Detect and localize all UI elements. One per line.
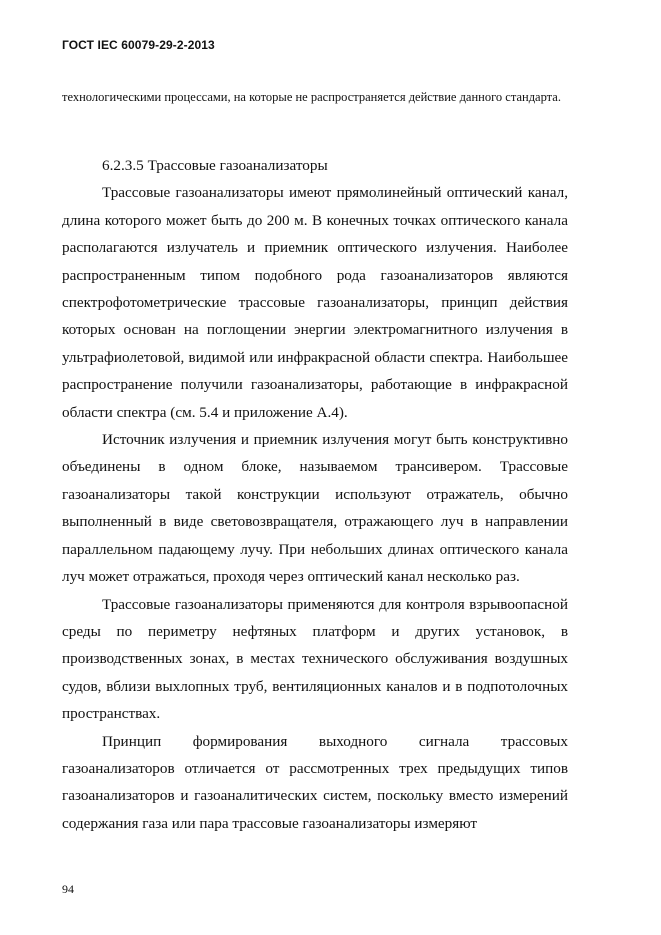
section-heading: 6.2.3.5 Трассовые газоанализаторы [102, 157, 328, 174]
intro-paragraph: технологическими процессами, на которые не распространяется действие данного стандарта. [62, 90, 561, 104]
paragraph-4: Принцип формирования выходного сигнала трассовых газоанализаторов отличается от рассмотренных трех предыдущих типов газоанализаторов и газоаналитических систем, поскольку вместо измерений содержания газа или пара трассовые газоанализаторы измеряют [62, 732, 568, 832]
document-header: ГОСТ IEC 60079-29-2-2013 [62, 38, 215, 52]
paragraph-2: Источник излучения и приемник излучения могут быть конструктивно объединены в одном блоке, называемом трансивером. Трассовые газоанализаторы такой конструкции используют отражатель, обычно выполненный в виде световозвращателя, отражающего луч в направлении параллельном падающему лучу. При небольших длинах оптического канала луч может отражаться, проходя через оптический канал несколько раз. [62, 431, 568, 586]
page-number: 94 [62, 882, 74, 896]
section-body [62, 152, 568, 837]
paragraph-3: Трассовые газоанализаторы применяются для контроля взрывоопасной среды по периметру нефтяных платформ и других установок, в производственных зонах, в местах технического обслуживания воздушных судов, вблизи выхлопных труб, вентиляционных каналов и в подпотолочных пространствах. [62, 595, 568, 723]
paragraph-1: Трассовые газоанализаторы имеют прямолинейный оптический канал, длина которого может быть до 200 м. В конечных точках оптического канала располагаются излучатель и приемник оптического излучения. Наиболее распространенным типом подобного рода газоанализаторов являются спектрофотометрические трассовые газоанализаторы, принцип действия которых основан на поглощении энергии электромагнитного излучения в ультрафиолетовой, видимой или инфракрасной области спектра. Наибольшее распространение получили газоанализаторы, работающие в инфракрасной области спектра (см. 5.4 и приложение А.4). [62, 184, 568, 421]
